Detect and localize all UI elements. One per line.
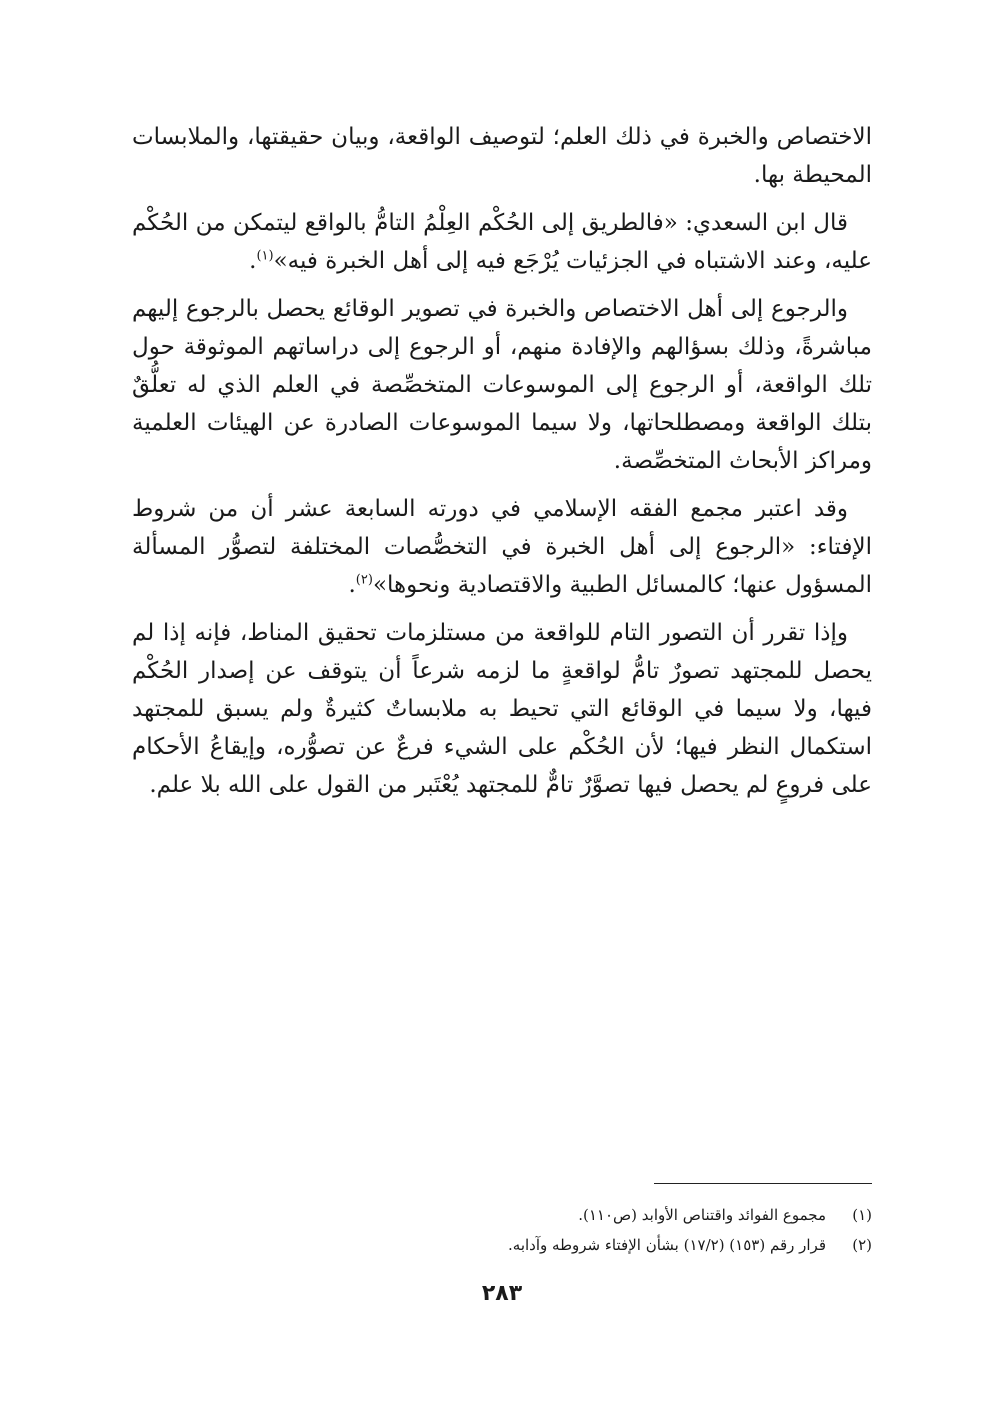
paragraph-5-text: وإذا تقرر أن التصور التام للواقعة من مستلزمات تحقيق المناط، فإنه إذا لم يحصل للمجتهد تصورٌ تامُّ لواقعةٍ ما لزمه شرعاً أن يتوقف عن إصدار الحُكْم فيها، ولا سيما في الوقائع التي تحيط به ملابساتٌ كثيرةٌ ولم يسبق للمجتهد استكمال النظر فيها؛ لأن الحُكْم على الشيء فرعٌ عن تصوُّره، وإيقاعُ الأحكام على فروعٍ لم يحصل فيها تصوَّرٌ تامٌّ للمجتهد يُعْتَبر من القول على الله بلا علم.	[132, 620, 872, 798]
footnotes	[132, 1200, 872, 1260]
paragraph-1	[132, 118, 872, 194]
footnote-2	[132, 1230, 872, 1260]
footnote-1	[132, 1200, 872, 1230]
footnote-2-number: (٢)	[852, 1236, 872, 1254]
footnote-ref-1: (١)	[256, 248, 274, 264]
footnote-divider	[654, 1183, 872, 1184]
paragraph-5	[132, 614, 872, 804]
paragraph-4	[132, 490, 872, 604]
footnote-1-number: (١)	[852, 1206, 872, 1224]
paragraph-3	[132, 290, 872, 480]
page-number: ٢٨٣	[481, 1281, 523, 1306]
footnote-1-text: مجموع الفوائد واقتناص الأوابد (ص١١٠).	[578, 1206, 826, 1224]
paragraph-4-tail: .	[348, 572, 356, 598]
paragraph-1-text: الاختصاص والخبرة في ذلك العلم؛ لتوصيف الواقعة، وبيان حقيقتها، والملابسات المحيطة بها.	[132, 124, 872, 188]
paragraph-3-text: والرجوع إلى أهل الاختصاص والخبرة في تصوير الوقائع يحصل بالرجوع إليهم مباشرةً، وذلك بسؤالهم والإفادة منهم، أو الرجوع إلى دراساتهم الموثوقة حول تلك الواقعة، أو الرجوع إلى الموسوعات المتخصِّصة في العلم الذي له تعلُّقٌ بتلك الواقعة ومصطلحاتها، ولا سيما الموسوعات الصادرة عن الهيئات العلمية ومراكز الأبحاث المتخصِّصة.	[132, 296, 872, 474]
page-body	[132, 118, 872, 814]
paragraph-2-text: قال ابن السعدي: «فالطريق إلى الحُكْم العِلْمُ التامُّ بالواقع ليتمكن من الحُكْم عليه، وعند الاشتباه في الجزئيات يُرْجَع فيه إلى أهل الخبرة فيه»	[132, 210, 872, 274]
paragraph-2	[132, 204, 872, 280]
footnote-ref-2: (٢)	[355, 572, 373, 588]
paragraph-4-text: وقد اعتبر مجمع الفقه الإسلامي في دورته السابعة عشر أن من شروط الإفتاء: «الرجوع إلى أهل الخبرة في التخصُّصات المختلفة لتصوُّر المسألة المسؤول عنها؛ كالمسائل الطبية والاقتصادية ونحوها»	[132, 496, 872, 598]
footnote-2-text: قرار رقم (١٥٣) (١٧/٢) بشأن الإفتاء شروطه وآدابه.	[508, 1236, 826, 1254]
paragraph-2-tail: .	[249, 248, 257, 274]
